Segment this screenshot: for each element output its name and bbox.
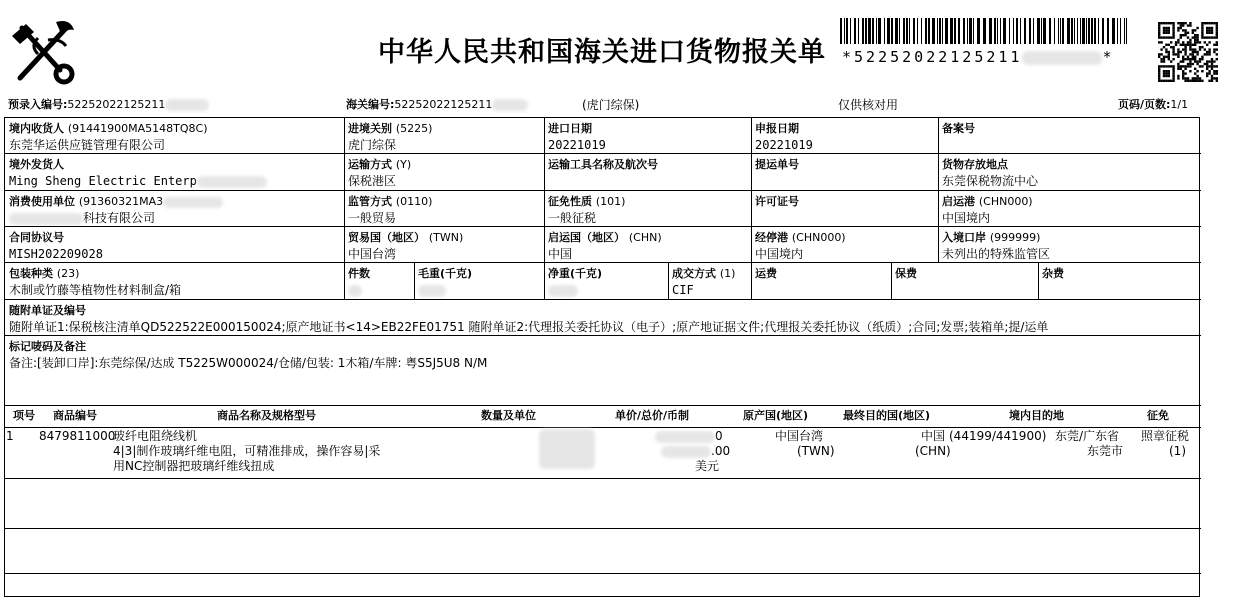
misc-fee-cell: 杂费 [1042,267,1064,280]
freight-cell: 运费 [755,267,777,280]
record-number-cell: 备案号 [942,122,975,135]
contract-cell: 合同协议号 MISH202209028 [9,231,103,261]
item-domestic-name1: 东莞/广东省 [1055,429,1120,443]
transport-cell: 运输方式 (Y) 保税港区 [348,158,412,188]
item-currency: 美元 [695,459,720,473]
item-levy-name: 照章征税 [1141,429,1190,443]
bill-of-lading-cell: 提运单号 [755,158,799,171]
col-domestic: 境内目的地 [1009,409,1064,422]
trade-country-cell: 贸易国（地区） (TWN) 中国台湾 [348,231,464,261]
item-price-line1: 0 [655,429,723,444]
item-spec-line1: 4|3|制作玻璃纤维电阻，可精准排成，操作容易|采 [113,444,381,458]
form-title: 中华人民共和国海关进口货物报关单 [378,37,826,68]
insurance-cell: 保费 [895,267,917,280]
storage-location-cell: 货物存放地点 东莞保税物流中心 [942,158,1039,188]
customs-port: (虎门综保) [582,98,640,112]
vessel-cell: 运输工具名称及航次号 [548,158,658,171]
item-name: 玻纤电阻绕线机 [113,429,198,443]
deal-mode-cell: 成交方式 (1) CIF [672,267,736,297]
shipper-cell: 境外发货人 Ming Sheng Electric Enterp [5,154,344,190]
col-origin: 原产国(地区) [743,409,809,422]
declare-date-cell: 申报日期 20221019 [755,122,813,152]
customs-emblem-icon [8,16,80,86]
entry-customs-cell: 进境关别 (5225) 虎门综保 [348,122,433,152]
col-name: 商品名称及规格型号 [217,409,316,422]
col-price: 单价/总价/币制 [615,409,690,422]
table-row [5,429,1198,478]
col-no: 项号 [13,409,35,422]
customs-number: 海关编号:52252022125211 [346,96,528,112]
page-number: 页码/页数:1/1 [1118,98,1189,111]
import-date-cell: 进口日期 20221019 [548,122,606,152]
gross-weight-cell: 毛重(千克) [414,263,544,299]
verify-note: 仅供核对用 [838,98,899,112]
item-dest-name: 中国 [921,429,946,443]
col-dest: 最终目的国(地区) [843,409,931,422]
item-code: 8479811000 [39,429,116,443]
item-spec-line2: 用NC控制器把玻璃纤维线扭成 [113,459,275,473]
marks-remarks-cell: 标记唛码及备注 备注:[装卸口岸]:东莞综保/达成 T5225W000024/仓储/包装: 1木箱/车牌: 粤S5J5U8 N/M [9,340,488,370]
net-weight-cell: 净重(千克) [544,263,668,299]
pre-entry-number: 预录入编号:52252022125211 [8,96,209,112]
item-domestic-code: (44199/441900) [949,429,1047,443]
item-no: 1 [6,429,14,443]
origin-country-cell: 启运国（地区） (CHN) 中国 [548,231,662,261]
entry-port-cell: 入境口岸 (999999) 未列出的特殊监管区 [942,231,1051,261]
consignee-cell: 境内收货人 (91441900MA5148TQ8C) 东莞华运供应链管理有限公司 [9,122,208,152]
item-origin-name: 中国台湾 [775,429,824,443]
item-price-line2: .00 [661,444,730,459]
attached-documents-cell: 随附单证及编号 随附单证1:保税核注清单QD522522E000150024;原产地证书<14>EB22FE01751 随附单证2:代理报关委托协议（电子）;原产地证据文件;代理报关委托协议（纸质）;合同;发票;装箱单;提/运单 [9,304,1049,334]
item-origin-code: (TWN) [797,444,835,458]
col-levy: 征免 [1147,409,1169,422]
barcode-icon [840,18,1130,44]
col-qty: 数量及单位 [481,409,536,422]
item-dest-code: (CHN) [915,444,951,458]
barcode-number: *52252022125211 * [842,48,1115,66]
declaration-form [4,117,1200,597]
item-qty [539,429,595,469]
pieces-cell: 件数 [344,263,414,299]
license-cell: 许可证号 [755,195,799,208]
qr-code-icon [1158,22,1218,82]
package-type-cell: 包装种类 (23) 木制或竹藤等植物性材料制盒/箱 [9,267,182,297]
items-header [5,407,1198,427]
departure-port-cell: 启运港 (CHN000) 中国境内 [942,195,1033,225]
consumer-unit-cell: 消费使用单位 (91360321MA3 科技有限公司 [5,191,344,226]
item-levy-code: (1) [1169,444,1186,458]
stop-port-cell: 经停港 (CHN000) 中国境内 [755,231,846,261]
levy-nature-cell: 征免性质 (101) 一般征税 [548,195,626,225]
supervision-cell: 监管方式 (0110) 一般贸易 [348,195,433,225]
col-code: 商品编号 [53,409,97,422]
item-domestic-name2: 东莞市 [1087,444,1124,458]
